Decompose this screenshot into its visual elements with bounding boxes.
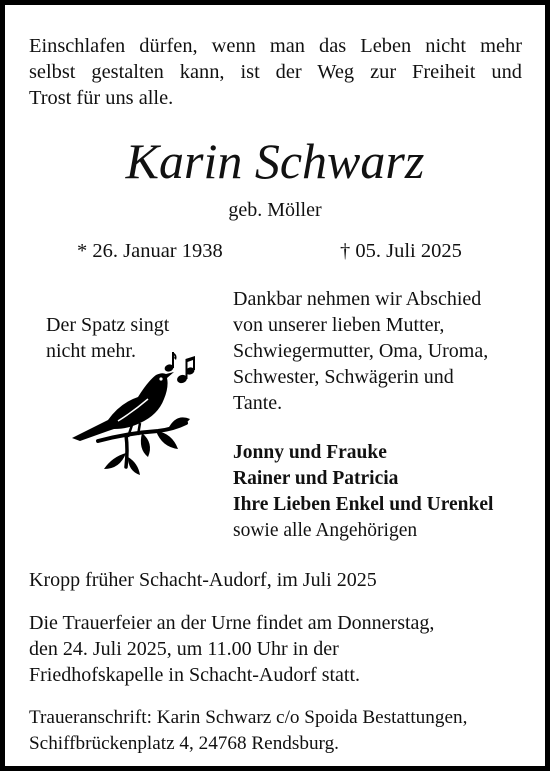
family-member: Rainer und Patricia — [233, 468, 399, 489]
songbird-on-branch-icon — [68, 345, 200, 475]
thanks-text — [233, 286, 488, 416]
quote-line: Der Spatz singt — [46, 314, 170, 336]
intro-line: Einschlafen dürfen, wenn man das Leben nicht mehr — [29, 35, 522, 57]
birth-name: geb. Möller — [228, 199, 322, 221]
mourning-address — [29, 705, 467, 757]
music-note-icon — [176, 356, 195, 384]
thanks-line: Tante. — [233, 392, 283, 414]
deceased-name: Karin Schwarz — [125, 133, 425, 189]
quote-line: nicht mehr. — [46, 340, 136, 362]
music-note-icon — [164, 352, 177, 373]
ceremony-line: Friedhofskapelle in Schacht-Audorf statt. — [29, 664, 361, 686]
ceremony-line: Die Trauerfeier an der Urne findet am Donnerstag, — [29, 612, 435, 634]
ceremony-info — [29, 610, 434, 688]
thanks-line: von unserer lieben Mutter, — [233, 314, 445, 336]
thanks-line: Schwiegermutter, Oma, Uroma, — [233, 340, 489, 362]
intro-line: Trost für uns alle. — [29, 87, 174, 109]
family-member: Ihre Lieben Enkel und Urenkel — [233, 494, 494, 515]
thanks-line: Schwester, Schwägerin und — [233, 366, 454, 388]
intro-verse — [29, 33, 522, 111]
place-and-date: Kropp früher Schacht-Audorf, im Juli 2025 — [29, 569, 377, 591]
address-line: Traueranschrift: Karin Schwarz c/o Spoida Bestattungen, — [29, 707, 468, 728]
ceremony-line: den 24. Juli 2025, um 11.00 Uhr in der — [29, 638, 339, 660]
death-date: † 05. Juli 2025 — [340, 240, 462, 262]
address-line: Schiffbrückenplatz 4, 24768 Rendsburg. — [29, 733, 339, 754]
family-member: Jonny und Frauke — [233, 442, 387, 463]
birth-date: * 26. Januar 1938 — [77, 240, 223, 262]
thanks-line: Dankbar nehmen wir Abschied — [233, 288, 482, 310]
family-signatures — [233, 440, 493, 544]
family-relatives: sowie alle Angehörigen — [233, 520, 418, 541]
intro-line: selbst gestalten kann, ist der Weg zur Freiheit und — [29, 61, 522, 83]
